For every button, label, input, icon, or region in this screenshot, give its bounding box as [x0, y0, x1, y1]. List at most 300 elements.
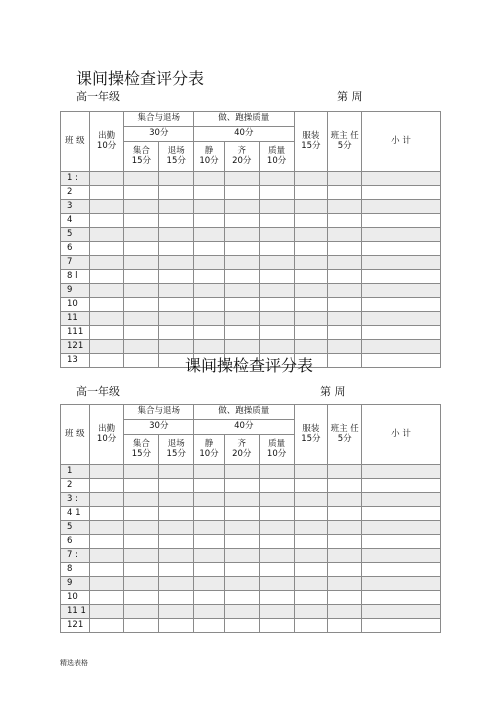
score-cell[interactable]: [259, 340, 294, 354]
score-cell[interactable]: [89, 563, 124, 577]
score-cell[interactable]: [89, 354, 124, 368]
score-cell[interactable]: [224, 186, 259, 200]
score-cell[interactable]: [328, 605, 362, 619]
score-cell[interactable]: [294, 326, 328, 340]
score-cell[interactable]: [259, 465, 294, 479]
table-row: [61, 242, 441, 256]
header-quality: 做、跑操质量: [194, 405, 294, 420]
score-cell[interactable]: [259, 200, 294, 214]
score-cell[interactable]: [89, 256, 124, 270]
score-cell[interactable]: [159, 242, 194, 256]
form2-week: 第 周: [320, 385, 346, 398]
score-cell[interactable]: [224, 256, 259, 270]
score-cell[interactable]: [159, 228, 194, 242]
score-cell[interactable]: [294, 228, 328, 242]
score-cell[interactable]: [124, 284, 159, 298]
score-cell[interactable]: [259, 591, 294, 605]
score-cell[interactable]: [362, 563, 441, 577]
score-cell[interactable]: [194, 619, 225, 633]
score-cell[interactable]: [294, 493, 328, 507]
score-cell[interactable]: [159, 619, 194, 633]
table-row: [61, 256, 441, 270]
score-cell[interactable]: [362, 242, 441, 256]
row-label: 10: [61, 298, 90, 312]
score-cell[interactable]: [194, 228, 225, 242]
row-label: 13: [61, 354, 90, 368]
score-cell[interactable]: [294, 577, 328, 591]
header-gather-out: 退场 15分: [159, 435, 194, 465]
header-neat: 齐 20分: [224, 435, 259, 465]
row-label: 11 1: [61, 605, 90, 619]
row-label: 2: [61, 479, 90, 493]
score-cell[interactable]: [224, 577, 259, 591]
score-cell[interactable]: [89, 465, 124, 479]
score-cell[interactable]: [124, 465, 159, 479]
score-cell[interactable]: [362, 256, 441, 270]
header-gather-in: 集合 15分: [124, 435, 159, 465]
row-label: 5: [61, 521, 90, 535]
score-cell[interactable]: [259, 563, 294, 577]
score-cell[interactable]: [159, 535, 194, 549]
table-row: [61, 326, 441, 340]
score-cell[interactable]: [89, 186, 124, 200]
score-cell[interactable]: [194, 284, 225, 298]
score-cell[interactable]: [194, 312, 225, 326]
score-cell[interactable]: [328, 465, 362, 479]
score-cell[interactable]: [89, 298, 124, 312]
score-cell[interactable]: [194, 549, 225, 563]
row-label: 9: [61, 284, 90, 298]
score-cell[interactable]: [124, 521, 159, 535]
score-cell[interactable]: [259, 172, 294, 186]
header-class: 班 级: [61, 405, 90, 465]
score-cell[interactable]: [362, 549, 441, 563]
score-cell[interactable]: [328, 354, 362, 368]
score-cell[interactable]: [194, 479, 225, 493]
row-label: 6: [61, 242, 90, 256]
score-cell[interactable]: [294, 256, 328, 270]
score-cell[interactable]: [224, 563, 259, 577]
score-cell[interactable]: [224, 619, 259, 633]
score-cell[interactable]: [89, 270, 124, 284]
header-quality-points: 40分: [194, 420, 294, 435]
row-label: 6: [61, 535, 90, 549]
score-cell[interactable]: [294, 507, 328, 521]
score-cell[interactable]: [194, 200, 225, 214]
score-cell[interactable]: [328, 549, 362, 563]
score-cell[interactable]: [294, 619, 328, 633]
score-cell[interactable]: [124, 340, 159, 354]
score-cell[interactable]: [224, 284, 259, 298]
table-row: [61, 228, 441, 242]
score-cell[interactable]: [159, 563, 194, 577]
header-neat: 齐 20分: [224, 142, 259, 172]
score-cell[interactable]: [159, 493, 194, 507]
score-cell[interactable]: [362, 577, 441, 591]
score-cell[interactable]: [362, 340, 441, 354]
score-cell[interactable]: [124, 605, 159, 619]
score-cell[interactable]: [328, 563, 362, 577]
score-cell[interactable]: [294, 340, 328, 354]
header-gather-points: 30分: [124, 127, 194, 142]
score-cell[interactable]: [328, 340, 362, 354]
table-row: [61, 186, 441, 200]
score-cell[interactable]: [259, 228, 294, 242]
score-cell[interactable]: [362, 186, 441, 200]
score-cell[interactable]: [194, 326, 225, 340]
score-cell[interactable]: [124, 493, 159, 507]
score-cell[interactable]: [294, 242, 328, 256]
score-cell[interactable]: [294, 563, 328, 577]
table-row: [61, 479, 441, 493]
score-cell[interactable]: [328, 312, 362, 326]
score-cell[interactable]: [124, 535, 159, 549]
score-cell[interactable]: [259, 326, 294, 340]
score-cell[interactable]: [159, 605, 194, 619]
score-cell[interactable]: [362, 521, 441, 535]
score-cell[interactable]: [294, 200, 328, 214]
score-cell[interactable]: [294, 549, 328, 563]
score-cell[interactable]: [362, 619, 441, 633]
score-cell[interactable]: [89, 605, 124, 619]
row-label: 11: [61, 312, 90, 326]
score-cell[interactable]: [224, 214, 259, 228]
score-cell[interactable]: [328, 507, 362, 521]
score-cell[interactable]: [194, 340, 225, 354]
score-cell[interactable]: [328, 256, 362, 270]
table-row: [61, 465, 441, 479]
header-subtotal: 小 计: [362, 405, 441, 465]
score-cell[interactable]: [194, 535, 225, 549]
score-cell[interactable]: [362, 214, 441, 228]
score-cell[interactable]: [328, 577, 362, 591]
score-cell[interactable]: [294, 535, 328, 549]
score-cell[interactable]: [194, 493, 225, 507]
score-cell[interactable]: [224, 549, 259, 563]
row-label: 121: [61, 619, 90, 633]
score-cell[interactable]: [194, 214, 225, 228]
score-cell[interactable]: [294, 298, 328, 312]
score-cell[interactable]: [362, 284, 441, 298]
score-cell[interactable]: [194, 242, 225, 256]
score-cell[interactable]: [89, 284, 124, 298]
score-cell[interactable]: [194, 507, 225, 521]
table-row: [61, 591, 441, 605]
header-quality: 做、跑操质量: [194, 112, 294, 127]
score-cell[interactable]: [328, 172, 362, 186]
score-cell[interactable]: [159, 549, 194, 563]
row-label: 4: [61, 214, 90, 228]
score-cell[interactable]: [259, 186, 294, 200]
score-cell[interactable]: [159, 200, 194, 214]
score-cell[interactable]: [362, 479, 441, 493]
score-cell[interactable]: [89, 340, 124, 354]
header-exercise-quality: 质量 10分: [259, 142, 294, 172]
score-cell[interactable]: [159, 340, 194, 354]
score-cell[interactable]: [124, 172, 159, 186]
score-cell[interactable]: [224, 340, 259, 354]
score-cell[interactable]: [328, 298, 362, 312]
score-cell[interactable]: [124, 619, 159, 633]
score-cell[interactable]: [259, 214, 294, 228]
score-cell[interactable]: [124, 214, 159, 228]
score-cell[interactable]: [124, 507, 159, 521]
score-cell[interactable]: [89, 312, 124, 326]
score-cell[interactable]: [124, 228, 159, 242]
score-cell[interactable]: [89, 200, 124, 214]
score-cell[interactable]: [259, 256, 294, 270]
score-cell[interactable]: [224, 228, 259, 242]
row-label: 111: [61, 326, 90, 340]
score-cell[interactable]: [328, 591, 362, 605]
score-cell[interactable]: [224, 479, 259, 493]
form2-grade: 高一年级: [76, 385, 120, 398]
score-cell[interactable]: [294, 186, 328, 200]
score-cell[interactable]: [124, 479, 159, 493]
table-row: [61, 270, 441, 284]
row-label: 9: [61, 577, 90, 591]
score-cell[interactable]: [259, 298, 294, 312]
score-cell[interactable]: [294, 284, 328, 298]
score-cell[interactable]: [259, 535, 294, 549]
score-cell[interactable]: [159, 214, 194, 228]
table-row: [61, 507, 441, 521]
form2-score-table: [60, 404, 441, 633]
score-cell[interactable]: [124, 242, 159, 256]
score-cell[interactable]: [294, 605, 328, 619]
score-cell[interactable]: [159, 186, 194, 200]
score-cell[interactable]: [224, 242, 259, 256]
row-label: 7: [61, 256, 90, 270]
header-gather: 集合与退场: [124, 112, 194, 127]
score-cell[interactable]: [328, 521, 362, 535]
score-cell[interactable]: [194, 186, 225, 200]
score-cell[interactable]: [194, 270, 225, 284]
score-cell[interactable]: [362, 493, 441, 507]
score-cell[interactable]: [159, 479, 194, 493]
score-cell[interactable]: [89, 242, 124, 256]
score-cell[interactable]: [89, 521, 124, 535]
score-cell[interactable]: [124, 298, 159, 312]
score-cell[interactable]: [194, 256, 225, 270]
score-cell[interactable]: [194, 172, 225, 186]
table-row: [61, 172, 441, 186]
row-label: 7 :: [61, 549, 90, 563]
score-cell[interactable]: [89, 228, 124, 242]
score-cell[interactable]: [224, 493, 259, 507]
score-cell[interactable]: [328, 284, 362, 298]
score-cell[interactable]: [194, 563, 225, 577]
table-row: [61, 577, 441, 591]
table-row: [61, 284, 441, 298]
score-cell[interactable]: [328, 186, 362, 200]
score-cell[interactable]: [362, 298, 441, 312]
score-cell[interactable]: [224, 312, 259, 326]
score-cell[interactable]: [124, 549, 159, 563]
score-cell[interactable]: [328, 479, 362, 493]
row-label: 1 :: [61, 172, 90, 186]
score-cell[interactable]: [89, 591, 124, 605]
score-cell[interactable]: [328, 535, 362, 549]
row-label: 10: [61, 591, 90, 605]
score-cell[interactable]: [294, 465, 328, 479]
header-gather-out: 退场 15分: [159, 142, 194, 172]
score-cell[interactable]: [328, 214, 362, 228]
score-cell[interactable]: [159, 298, 194, 312]
row-label: 4 1: [61, 507, 90, 521]
score-cell[interactable]: [259, 507, 294, 521]
score-cell[interactable]: [124, 577, 159, 591]
score-cell[interactable]: [259, 270, 294, 284]
score-cell[interactable]: [159, 270, 194, 284]
score-cell[interactable]: [362, 535, 441, 549]
score-cell[interactable]: [259, 312, 294, 326]
score-cell[interactable]: [294, 591, 328, 605]
score-cell[interactable]: [259, 242, 294, 256]
score-cell[interactable]: [159, 465, 194, 479]
score-cell[interactable]: [89, 493, 124, 507]
score-cell[interactable]: [259, 605, 294, 619]
score-cell[interactable]: [294, 479, 328, 493]
score-cell[interactable]: [224, 521, 259, 535]
score-cell[interactable]: [89, 479, 124, 493]
score-cell[interactable]: [259, 521, 294, 535]
score-cell[interactable]: [362, 326, 441, 340]
score-cell[interactable]: [224, 605, 259, 619]
score-cell[interactable]: [328, 200, 362, 214]
footer-caption: 精选表格: [60, 659, 88, 667]
score-cell[interactable]: [362, 465, 441, 479]
score-cell[interactable]: [159, 284, 194, 298]
score-cell[interactable]: [294, 270, 328, 284]
score-cell[interactable]: [194, 298, 225, 312]
score-cell[interactable]: [124, 256, 159, 270]
form1-table-body: [61, 112, 441, 368]
score-cell[interactable]: [159, 521, 194, 535]
score-cell[interactable]: [362, 312, 441, 326]
score-cell[interactable]: [362, 270, 441, 284]
score-cell[interactable]: [259, 619, 294, 633]
score-cell[interactable]: [194, 465, 225, 479]
score-cell[interactable]: [124, 200, 159, 214]
form2-title: 课间操检查评分表: [185, 356, 314, 375]
score-cell[interactable]: [328, 493, 362, 507]
score-cell[interactable]: [259, 479, 294, 493]
score-cell[interactable]: [362, 228, 441, 242]
score-cell[interactable]: [362, 200, 441, 214]
score-cell[interactable]: [124, 326, 159, 340]
header-quality-points: 40分: [194, 127, 294, 142]
header-gather-in: 集合 15分: [124, 142, 159, 172]
score-cell[interactable]: [224, 591, 259, 605]
score-cell[interactable]: [259, 284, 294, 298]
score-cell[interactable]: [224, 326, 259, 340]
score-cell[interactable]: [328, 242, 362, 256]
row-label: 3 :: [61, 493, 90, 507]
score-cell[interactable]: [89, 172, 124, 186]
score-cell[interactable]: [294, 172, 328, 186]
score-cell[interactable]: [224, 465, 259, 479]
score-cell[interactable]: [124, 186, 159, 200]
score-cell[interactable]: [159, 507, 194, 521]
score-cell[interactable]: [159, 326, 194, 340]
score-cell[interactable]: [224, 535, 259, 549]
header-subtotal: 小 计: [362, 112, 441, 172]
row-label: 8: [61, 563, 90, 577]
table-row: [61, 563, 441, 577]
score-cell[interactable]: [159, 577, 194, 591]
header-head-teacher: 班主 任 5分: [328, 405, 362, 465]
score-cell[interactable]: [89, 507, 124, 521]
score-cell[interactable]: [294, 521, 328, 535]
score-cell[interactable]: [362, 507, 441, 521]
score-cell[interactable]: [362, 172, 441, 186]
form2-table-body: [61, 405, 441, 633]
score-cell[interactable]: [124, 270, 159, 284]
score-cell[interactable]: [159, 591, 194, 605]
header-dress: 服装 15分: [294, 405, 328, 465]
score-cell[interactable]: [89, 326, 124, 340]
score-cell[interactable]: [89, 214, 124, 228]
score-cell[interactable]: [362, 591, 441, 605]
score-cell[interactable]: [259, 493, 294, 507]
score-cell[interactable]: [194, 521, 225, 535]
score-cell[interactable]: [89, 577, 124, 591]
score-cell[interactable]: [328, 619, 362, 633]
score-cell[interactable]: [89, 549, 124, 563]
table-row: [61, 200, 441, 214]
score-cell[interactable]: [328, 270, 362, 284]
score-cell[interactable]: [159, 312, 194, 326]
table-row: [61, 493, 441, 507]
header-attendance: 出勤 10分: [89, 112, 124, 172]
score-cell[interactable]: [194, 577, 225, 591]
row-label: 8 l: [61, 270, 90, 284]
score-cell[interactable]: [159, 256, 194, 270]
score-cell[interactable]: [362, 354, 441, 368]
score-cell[interactable]: [294, 312, 328, 326]
score-cell[interactable]: [328, 228, 362, 242]
score-cell[interactable]: [124, 312, 159, 326]
score-cell[interactable]: [194, 591, 225, 605]
score-cell[interactable]: [259, 549, 294, 563]
score-cell[interactable]: [89, 535, 124, 549]
score-cell[interactable]: [124, 354, 159, 368]
score-cell[interactable]: [294, 214, 328, 228]
form1-title: 课间操检查评分表: [76, 69, 205, 88]
score-cell[interactable]: [224, 200, 259, 214]
score-cell[interactable]: [224, 298, 259, 312]
score-cell[interactable]: [89, 619, 124, 633]
form1-week: 第 周: [337, 90, 363, 103]
score-cell[interactable]: [194, 605, 225, 619]
score-cell[interactable]: [362, 605, 441, 619]
score-cell[interactable]: [224, 172, 259, 186]
table-row: [61, 312, 441, 326]
score-cell[interactable]: [159, 172, 194, 186]
score-cell[interactable]: [224, 270, 259, 284]
table-row: [61, 214, 441, 228]
score-cell[interactable]: [124, 591, 159, 605]
score-cell[interactable]: [124, 563, 159, 577]
score-cell[interactable]: [224, 507, 259, 521]
header-gather: 集合与退场: [124, 405, 194, 420]
score-cell[interactable]: [259, 577, 294, 591]
table-row: [61, 340, 441, 354]
table-row: [61, 605, 441, 619]
row-label: 121: [61, 340, 90, 354]
score-cell[interactable]: [328, 326, 362, 340]
